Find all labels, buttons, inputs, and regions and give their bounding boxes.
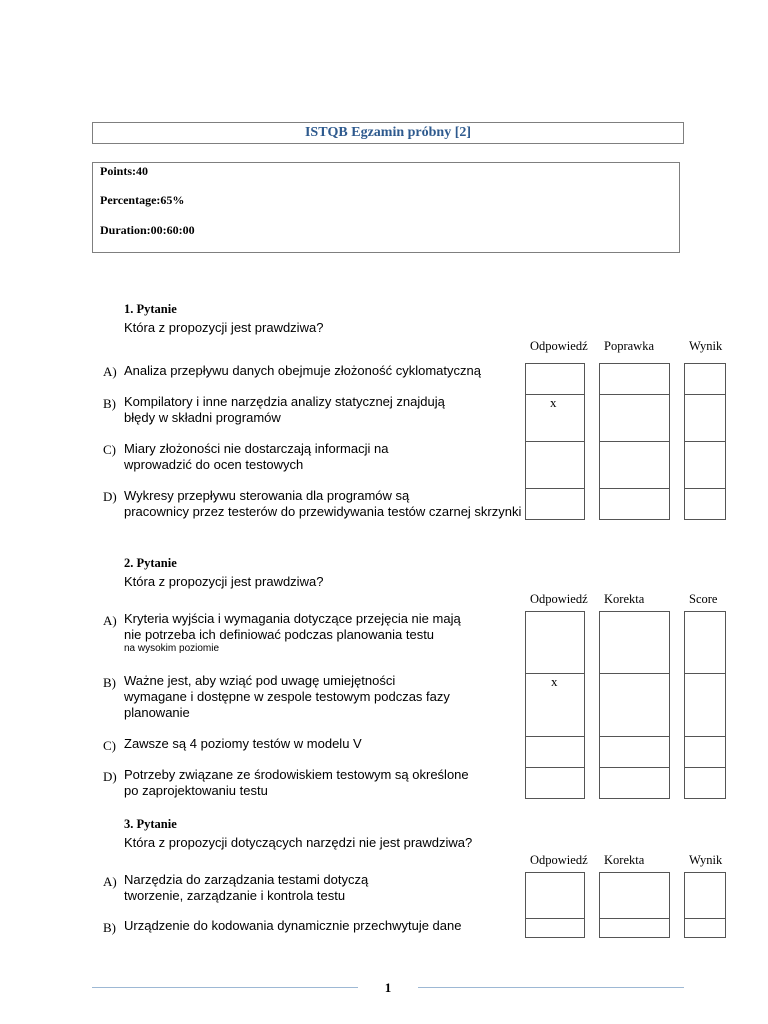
answer-cell[interactable] [525,488,585,520]
result-cell [684,673,726,737]
question-heading: 3. Pytanie [124,817,177,831]
question-heading: 1. Pytanie [124,302,177,316]
column-header-answer: Odpowiedź [530,339,588,353]
result-cell [684,394,726,442]
option-letter: D) [103,489,117,504]
points-label: Points:40 [100,164,148,178]
result-cell [684,918,726,938]
column-header-correction: Poprawka [604,339,654,353]
correction-cell [599,872,670,919]
question-heading: 2. Pytanie [124,556,177,570]
correction-cell [599,441,670,489]
result-cell [684,441,726,489]
answer-cell[interactable] [525,872,585,919]
option-text: Miary złożoności nie dostarczają informacji na wprowadzić do ocen testowych [124,441,389,472]
answer-cell[interactable] [525,767,585,799]
correction-cell [599,918,670,938]
result-cell [684,488,726,520]
answer-cell[interactable] [525,918,585,938]
option-text: Kompilatory i inne narzędzia analizy statycznej znajdują błędy w składni programów [124,394,445,425]
column-header-result: Wynik [689,339,723,353]
exam-info-box [92,162,680,253]
option-letter: C) [103,442,116,457]
option-letter: A) [103,874,117,889]
correction-cell [599,611,670,674]
option-text: Narzędzia do zarządzania testami dotyczą tworzenie, zarządzanie i kontrola testu [124,872,369,903]
correction-cell [599,673,670,737]
column-header-correction: Korekta [604,853,645,867]
column-header-correction: Korekta [604,592,645,606]
option-letter: A) [103,364,117,379]
result-cell [684,872,726,919]
result-cell [684,736,726,768]
option-letter: B) [103,675,116,690]
question-text: Która z propozycji dotyczących narzędzi nie jest prawdziwa? [124,835,473,850]
option-text: Urządzenie do kodowania dynamicznie przechwytuje dane [124,918,462,933]
document-title: ISTQB Egzamin próbny [2] [92,122,684,144]
answer-mark: x [550,395,557,410]
result-cell [684,767,726,799]
result-cell [684,363,726,395]
answer-cell[interactable] [525,363,585,395]
option-text: Kryteria wyjścia i wymagania dotyczące przejęcia nie mają nie potrzeba ich definiować podczas planowania testu na wysokim poziomie [124,611,461,654]
option-letter: A) [103,613,117,628]
result-cell [684,611,726,674]
correction-cell [599,488,670,520]
correction-cell [599,363,670,395]
answer-cell[interactable] [525,441,585,489]
answer-mark: x [551,674,558,689]
option-letter: C) [103,738,116,753]
option-letter: B) [103,396,116,411]
correction-cell [599,767,670,799]
correction-cell [599,394,670,442]
option-letter: B) [103,920,116,935]
duration-label: Duration:00:60:00 [100,223,195,237]
correction-cell [599,736,670,768]
answer-cell[interactable] [525,611,585,674]
question-text: Która z propozycji jest prawdziwa? [124,320,324,335]
percentage-label: Percentage:65% [100,193,185,207]
option-text: Potrzeby związane ze środowiskiem testowym są określone po zaprojektowaniu testu [124,767,469,798]
option-text: Analiza przepływu danych obejmuje złożoność cyklomatyczną [124,363,481,378]
question-text: Która z propozycji jest prawdziwa? [124,574,324,589]
option-text: Zawsze są 4 poziomy testów w modelu V [124,736,362,751]
page-number: 1 [384,980,392,995]
column-header-answer: Odpowiedź [530,592,588,606]
column-header-result: Wynik [689,853,723,867]
option-letter: D) [103,769,117,784]
option-text: Ważne jest, aby wziąć pod uwagę umiejętności wymagane i dostępne w zespole testowym podczas fazy planowanie [124,673,450,720]
footer-rule-left [92,987,358,988]
option-text: Wykresy przepływu sterowania dla programów są pracownicy przez testerów do przewidywania testów czarnej skrzynki [124,488,522,519]
column-header-result: Score [689,592,718,606]
answer-cell[interactable] [525,736,585,768]
column-header-answer: Odpowiedź [530,853,588,867]
footer-rule-right [418,987,684,988]
